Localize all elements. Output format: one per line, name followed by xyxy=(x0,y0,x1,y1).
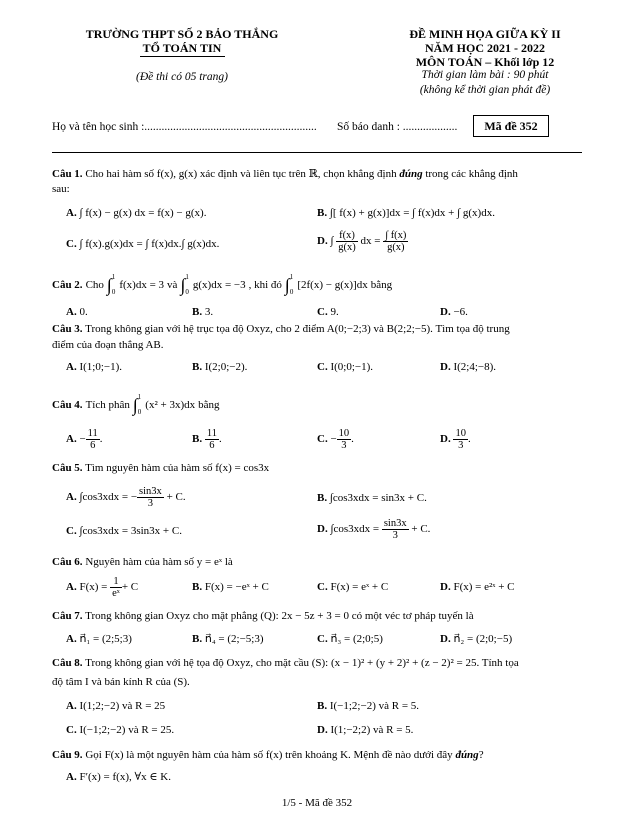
question-3-cont: điểm của đoạn thẳng AB. xyxy=(52,339,164,351)
q4-option-b: B. $\frac{11}{6}$ . xyxy=(192,428,222,451)
q7-option-c: C. n⃗₃ = (2;0;5) xyxy=(317,633,383,645)
time-allowed: Thời gian làm bài : 90 phút xyxy=(421,69,549,81)
q7-option-b: B. n⃗₄ = (2;−5;3) xyxy=(192,633,264,645)
q6-option-a: A. F(x) = $\frac{1}{\text{eˣ}}$ + C xyxy=(66,576,139,599)
student-id-field: Số báo danh : ................... xyxy=(337,121,458,133)
page-count-note: (Đề thi có 05 trang) xyxy=(136,71,228,83)
q5-option-d: D. ∫cos3xdx = $\frac{\sin 3x}{3}$ + C. xyxy=(317,518,431,541)
q6-option-b: B. F(x) = −eˣ + C xyxy=(192,581,269,593)
question-text: Cho hai hàm số f(x), g(x) xác định và liên tục trên ℝ, chọn khẳng định xyxy=(85,168,400,180)
q3-option-d: D. I(2;4;−8). xyxy=(440,361,497,373)
time-note: (không kể thời gian phát đề) xyxy=(419,84,551,96)
q6-option-c: C. F(x) = eˣ + C xyxy=(317,581,389,593)
q5-option-a: A. ∫cos3xdx = − $\frac{\sin 3x}{3}$ + C. xyxy=(66,486,186,509)
q5-option-c: C. ∫cos3xdx = 3sin3x + C. xyxy=(66,525,182,537)
q8-option-a: A. I(1;2;−2) và R = 25 xyxy=(66,700,166,712)
question-9: Câu 9. Gọi F(x) là một nguyên hàm của hàm số f(x) trên khoảng K. Mệnh đề nào dưới đây đúng? xyxy=(52,749,484,761)
q7-option-d: D. n⃗₂ = (2;0;−5) xyxy=(440,633,513,645)
q6-option-d: D. F(x) = e²ˣ + C xyxy=(440,581,515,593)
question-4: Câu 4. Tích phân ∫ 1 0 (x² + 3x)dx bằng xyxy=(52,393,220,416)
q7-option-a: A. n⃗₁ = (2;5;3) xyxy=(66,633,132,645)
exam-code-box: Mã đề 352 xyxy=(473,115,549,137)
q4-option-c: C. − $\frac{10}{3}$ . xyxy=(317,428,354,451)
subject: MÔN TOÁN – Khối lớp 12 xyxy=(415,55,555,69)
question-8-cont: độ tâm I và bán kính R của (S). xyxy=(52,676,190,688)
question-text: trong các khẳng định xyxy=(422,168,518,180)
page-footer: 1/5 - Mã đề 352 xyxy=(281,797,353,809)
question-8: Câu 8. Trong không gian với hệ tọa độ Oxyz, cho mặt cầu (S): (x − 1)² + (y + 2)² + (z − 2)² = 25. Tính tọa xyxy=(52,657,519,669)
q2-option-b: B. 3. xyxy=(192,306,214,318)
q1-option-a: A. ∫ f(x) − g(x) dx = f(x) − g(x). xyxy=(66,207,207,219)
q8-option-c: C. I(−1;2;−2) và R = 25. xyxy=(66,724,175,736)
school-name: TRƯỜNG THPT SỐ 2 BẢO THẮNG xyxy=(85,27,279,41)
student-name-field: Họ và tên học sinh :............................................................ xyxy=(52,121,317,133)
q1-option-b: B. ∫[ f(x) + g(x)]dx = ∫ f(x)dx + ∫ g(x)dx. xyxy=(317,207,495,219)
question-1-cont: sau: xyxy=(52,183,70,195)
question-7: Câu 7. Trong không gian Oxyz cho mặt phẳng (Q): 2x − 5z + 3 = 0 có một véc tơ pháp tuyến là xyxy=(52,610,474,622)
exam-title: ĐỀ MINH HỌA GIỮA KỲ II xyxy=(409,27,561,41)
q3-option-a: A. I(1;0;−1). xyxy=(66,361,123,373)
question-5: Câu 5. Tìm nguyên hàm của hàm số f(x) = cos3x xyxy=(52,462,270,474)
school-year: NĂM HỌC 2021 - 2022 xyxy=(425,41,545,55)
header-divider xyxy=(52,152,582,153)
department: TỔ TOÁN TIN xyxy=(142,41,222,55)
q4-option-d: D. $\frac{10}{3}$ . xyxy=(440,428,471,451)
question-3: Câu 3. Trong không gian với hệ trục tọa độ Oxyz, cho 2 điểm A(0;−2;3) và B(2;2;−5). Tìm tọa độ trung xyxy=(52,323,510,335)
q9-option-a: A. F′(x) = f(x), ∀x ∈ K. xyxy=(66,771,171,783)
q8-option-d: D. I(1;−2;2) và R = 5. xyxy=(317,724,414,736)
question-6: Câu 6. Nguyên hàm của hàm số y = eˣ là xyxy=(52,556,233,568)
q2-option-c: C. 9. xyxy=(317,306,339,318)
question-label: Câu 1. xyxy=(52,168,83,180)
q1-option-c: C. ∫ f(x).g(x)dx = ∫ f(x)dx.∫ g(x)dx. xyxy=(66,238,220,250)
q3-option-c: C. I(0;0;−1). xyxy=(317,361,374,373)
q4-option-a: A. − $\frac{11}{6}$ . xyxy=(66,428,103,451)
q5-option-b: B. ∫cos3xdx = sin3x + C. xyxy=(317,492,427,504)
school-underline xyxy=(140,56,225,57)
question-emphasis: đúng xyxy=(399,168,423,180)
question-2: Câu 2. Cho ∫ 1 0 f(x)dx = 3 và ∫ 1 0 g(x)dx = −3 , khi đó ∫ 1 0 [2f(x) − g(x)]dx bằng xyxy=(52,273,393,296)
q2-option-d: D. −6. xyxy=(440,306,468,318)
q8-option-b: B. I(−1;2;−2) và R = 5. xyxy=(317,700,420,712)
question-1 xyxy=(52,167,518,181)
q1-option-d: D. ∫ $\frac{f(x)}{g(x)}$ dx = $\frac{\int f(x)}{g(x)}$ xyxy=(317,230,407,253)
q3-option-b: B. I(2;0;−2). xyxy=(192,361,248,373)
q2-option-a: A. 0. xyxy=(66,306,88,318)
